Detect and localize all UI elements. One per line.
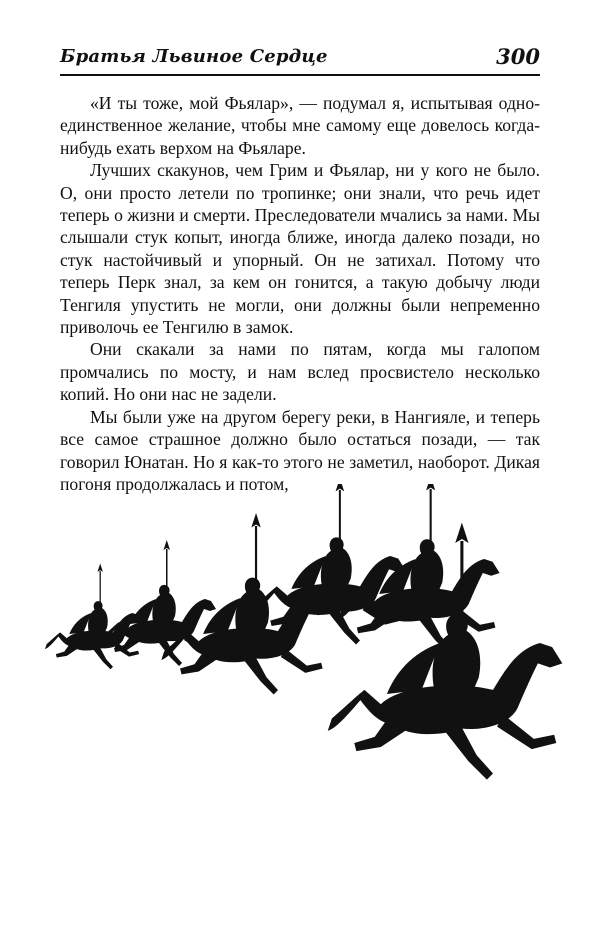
paragraph: «И ты тоже, мой Фьялар», — подумал я, испытывая одно-единственное желание, чтобы мне самому еще довелось когда-нибудь ехать верхом на Фьяларе. [60, 93, 540, 158]
page-header [60, 44, 540, 76]
paragraph: Они скакали за нами по пятам, когда мы галопом промчались по мосту, и нам вслед просвистело несколько копий. Но они нас не задели. [60, 339, 540, 405]
riders-illustration [22, 484, 592, 844]
rider-silhouette [328, 523, 563, 780]
body-text [60, 92, 540, 495]
paragraph: Лучших скакунов, чем Грим и Фьялар, ни у кого не было. О, они просто летели по тропинке; они знали, что речь идет теперь о жизни и смерти. Преследователи мчались за нами. Мы слышали стук копыт, иногда ближе, иногда далеко позади, но стук настойчивый и упорный. Он не затихал. Потому что теперь Перк знал, за кем он гонится, а такую добычу люди Тенгиля упустить не могли, они должны были непременно приволочь ее Тенгилю в замок. [60, 160, 540, 338]
rider-silhouette [339, 484, 500, 653]
rider-silhouette [45, 563, 142, 669]
running-title: Братья Львиное Сердце [60, 46, 328, 67]
paragraph: Мы были уже на другом берегу реки, в Нангияле, и теперь все самое страшное должно было остаться позади, — так говорил Юнатан. Но я как-то этого не заметил, наоборот. Дикая погоня продолжалась и потом, [60, 406, 540, 494]
page-number: 300 [496, 44, 540, 69]
